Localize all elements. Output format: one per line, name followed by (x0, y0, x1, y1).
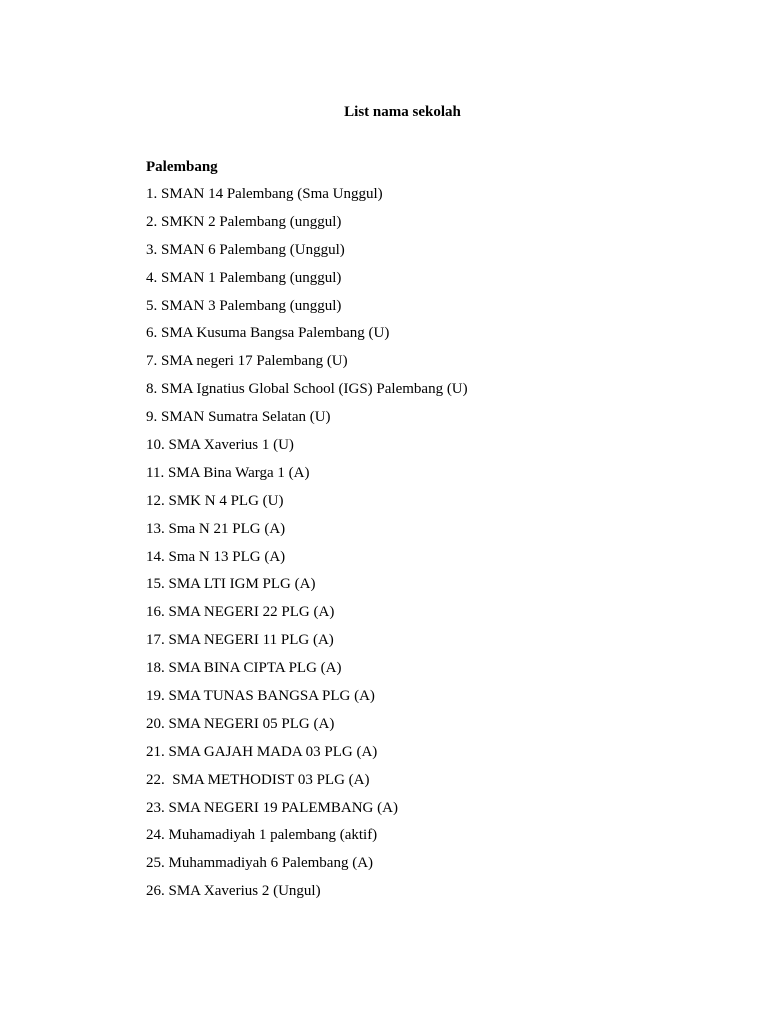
list-item: 14. Sma N 13 PLG (A) (146, 548, 286, 565)
list-item: 25. Muhammadiyah 6 Palembang (A) (146, 855, 374, 872)
list-item: 4. SMAN 1 Palembang (unggul) (146, 269, 342, 286)
school-list (146, 184, 468, 909)
list-item: 26. SMA Xaverius 2 (Ungul) (146, 883, 321, 900)
list-item: 22. SMA METHODIST 03 PLG (A) (146, 771, 370, 788)
section-heading: Palembang (146, 159, 218, 175)
list-item: 1. SMAN 14 Palembang (Sma Unggul) (146, 186, 383, 202)
document-title: List nama sekolah (344, 104, 461, 120)
list-item: 2. SMKN 2 Palembang (unggul) (146, 213, 342, 230)
list-item: 7. SMA negeri 17 Palembang (U) (146, 353, 348, 370)
list-item: 18. SMA BINA CIPTA PLG (A) (146, 660, 342, 677)
list-item: 13. Sma N 21 PLG (A) (146, 520, 286, 537)
list-item: 21. SMA GAJAH MADA 03 PLG (A) (146, 743, 378, 760)
list-item: 19. SMA TUNAS BANGSA PLG (A) (146, 688, 375, 705)
list-item: 23. SMA NEGERI 19 PALEMBANG (A) (146, 799, 398, 816)
list-item: 9. SMAN Sumatra Selatan (U) (146, 409, 331, 426)
list-item: 20. SMA NEGERI 05 PLG (A) (146, 715, 335, 732)
list-item: 5. SMAN 3 Palembang (unggul) (146, 297, 342, 314)
list-item: 16. SMA NEGERI 22 PLG (A) (146, 604, 335, 621)
list-item: 6. SMA Kusuma Bangsa Palembang (U) (146, 325, 390, 342)
list-item: 15. SMA LTI IGM PLG (A) (146, 576, 316, 593)
list-item: 8. SMA Ignatius Global School (IGS) Palembang (U) (146, 381, 468, 398)
list-item: 11. SMA Bina Warga 1 (A) (146, 464, 310, 481)
list-item: 24. Muhamadiyah 1 palembang (aktif) (146, 827, 378, 844)
list-item: 10. SMA Xaverius 1 (U) (146, 437, 294, 454)
list-item: 17. SMA NEGERI 11 PLG (A) (146, 632, 334, 649)
list-item: 3. SMAN 6 Palembang (Unggul) (146, 241, 345, 258)
list-item: 12. SMK N 4 PLG (U) (146, 492, 284, 509)
